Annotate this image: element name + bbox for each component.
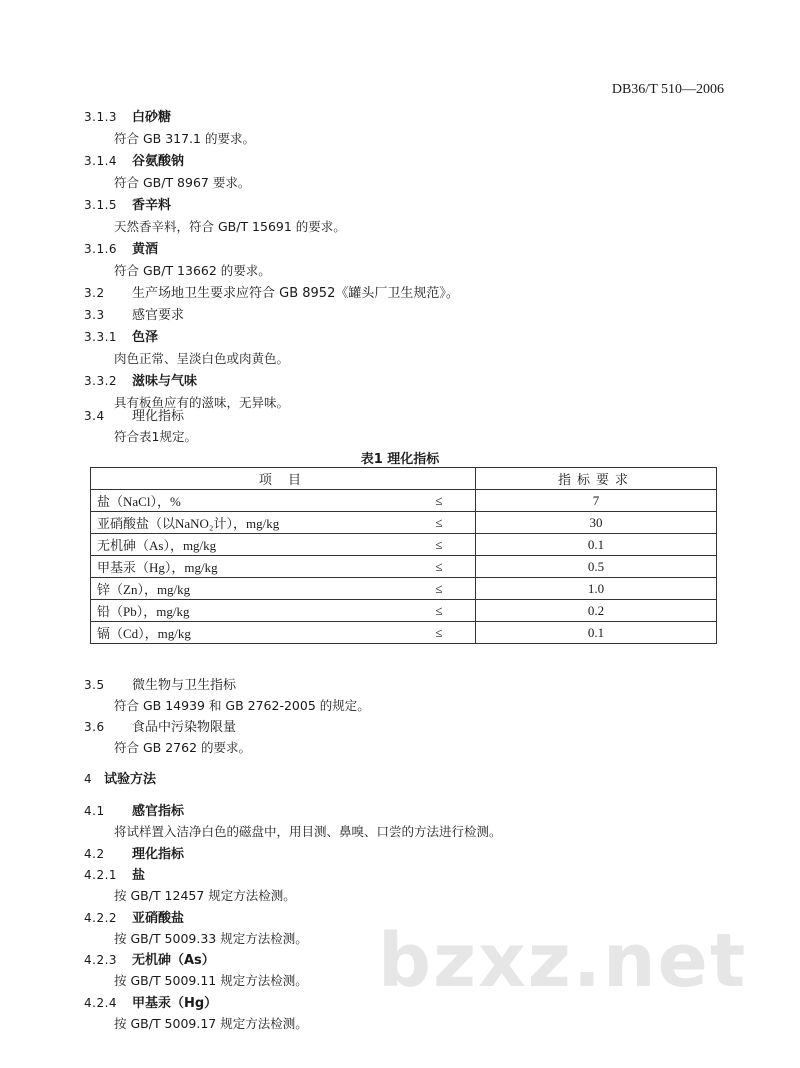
section-title: 盐 — [132, 868, 146, 883]
section-number: 4.2.2 — [84, 911, 118, 925]
section-number: 4.2.3 — [84, 953, 118, 967]
section-text: 符合 GB 14939 和 GB 2762-2005 的规定。 — [114, 698, 370, 713]
section-number: 4.2 — [84, 847, 105, 861]
table-row — [91, 534, 717, 556]
row-item: 铅（Pb），mg/kg — [91, 600, 404, 622]
header-item: 项 目 — [91, 468, 476, 490]
table-row — [91, 578, 717, 600]
table-row — [91, 490, 717, 512]
section-heading — [84, 196, 171, 215]
section-title: 食品中污染物限量 — [132, 720, 237, 735]
row-value: 0.2 — [476, 600, 717, 622]
row-item: 锌（Zn），mg/kg — [91, 578, 404, 600]
section-heading — [84, 328, 158, 347]
section-number: 3.1.6 — [84, 242, 118, 256]
row-value: 30 — [476, 512, 717, 534]
table-row — [91, 512, 717, 534]
section-text: 按 GB/T 5009.17 规定方法检测。 — [114, 1016, 308, 1031]
section-number: 4.2.1 — [84, 868, 118, 882]
section-text: 将试样置入洁净白色的磁盘中，用目测、鼻嗅、口尝的方法进行检测。 — [114, 824, 502, 839]
section-heading — [84, 152, 184, 171]
section-number: 4.2.4 — [84, 996, 118, 1010]
section-title: 感官要求 — [132, 308, 185, 323]
section-heading — [84, 802, 184, 821]
row-item: 盐（NaCl），% — [91, 490, 404, 512]
section-title: 微生物与卫生指标 — [132, 678, 237, 693]
section-title: 理化指标 — [132, 409, 185, 424]
table-header-row — [91, 468, 717, 490]
section-title: 无机砷（As） — [132, 953, 215, 968]
section-heading — [84, 718, 236, 737]
row-value: 0.1 — [476, 622, 717, 644]
section-heading — [84, 306, 184, 325]
section-number: 3.1.3 — [84, 110, 118, 124]
section-number: 3.4 — [84, 409, 105, 423]
requirements-table — [90, 467, 717, 644]
section-text: 按 GB/T 5009.33 规定方法检测。 — [114, 931, 308, 946]
row-value: 0.1 — [476, 534, 717, 556]
section-title: 甲基汞（Hg） — [132, 996, 218, 1011]
section-heading — [84, 866, 145, 885]
chapter-heading — [84, 770, 156, 789]
row-operator: ≤ — [403, 534, 476, 556]
row-value: 7 — [476, 490, 717, 512]
row-operator: ≤ — [403, 622, 476, 644]
section-heading — [84, 994, 217, 1013]
section-number: 3.3.2 — [84, 374, 118, 388]
section-heading — [84, 407, 184, 426]
section-title: 黄酒 — [132, 242, 159, 257]
section-text: 符合 GB 2762 的要求。 — [114, 740, 251, 755]
section-number: 3.3 — [84, 308, 105, 322]
section-text: 符合 GB 317.1 的要求。 — [114, 131, 255, 146]
table-row — [91, 600, 717, 622]
section-title: 亚硝酸盐 — [132, 911, 185, 926]
section-text: 符合 GB/T 13662 的要求。 — [114, 263, 271, 278]
section-heading — [84, 845, 184, 864]
section-number: 3.5 — [84, 678, 105, 692]
section-number: 4.1 — [84, 804, 105, 818]
row-item: 无机砷（As），mg/kg — [91, 534, 404, 556]
section-heading — [84, 240, 158, 259]
section-text: 天然香辛料，符合 GB/T 15691 的要求。 — [114, 219, 346, 234]
row-item: 镉（Cd），mg/kg — [91, 622, 404, 644]
section-number: 3.2 — [84, 286, 105, 300]
row-item: 亚硝酸盐（以NaNO₂计），mg/kg — [91, 512, 404, 534]
document-id: DB36/T 510—2006 — [611, 82, 724, 97]
row-operator: ≤ — [403, 600, 476, 622]
section-heading — [84, 951, 215, 970]
section-title: 感官指标 — [132, 804, 185, 819]
section-heading — [84, 284, 459, 303]
row-operator: ≤ — [403, 556, 476, 578]
chapter-number: 4 — [84, 772, 93, 786]
section-title: 滋味与气味 — [132, 374, 198, 389]
row-operator: ≤ — [403, 578, 476, 600]
section-text: 符合 GB/T 8967 要求。 — [114, 175, 251, 190]
section-text: 符合表1规定。 — [114, 429, 197, 444]
watermark: bzxz.net — [378, 918, 748, 1004]
row-operator: ≤ — [403, 490, 476, 512]
section-title: 理化指标 — [132, 847, 185, 862]
row-item: 甲基汞（Hg），mg/kg — [91, 556, 404, 578]
section-heading — [84, 108, 171, 127]
row-value: 1.0 — [476, 578, 717, 600]
section-text: 肉色正常、呈淡白色或肉黄色。 — [114, 351, 290, 366]
section-heading — [84, 909, 184, 928]
section-title: 色泽 — [132, 330, 159, 345]
section-text: 具有板鱼应有的滋味，无异味。 — [114, 395, 290, 410]
section-heading — [84, 676, 236, 695]
section-number: 3.3.1 — [84, 330, 118, 344]
section-title: 白砂糖 — [132, 110, 172, 125]
section-text: 按 GB/T 12457 规定方法检测。 — [114, 888, 296, 903]
row-operator: ≤ — [403, 512, 476, 534]
table-caption: 表1 理化指标 — [360, 452, 440, 467]
section-text: 按 GB/T 5009.11 规定方法检测。 — [114, 973, 308, 988]
table-row — [91, 556, 717, 578]
section-title: 生产场地卫生要求应符合 GB 8952《罐头厂卫生规范》。 — [132, 286, 459, 301]
section-number: 3.1.4 — [84, 154, 118, 168]
row-value: 0.5 — [476, 556, 717, 578]
header-requirement: 指标要求 — [476, 468, 717, 490]
section-heading — [84, 372, 197, 391]
table-row — [91, 622, 717, 644]
section-title: 香辛料 — [132, 198, 172, 213]
section-number: 3.1.5 — [84, 198, 118, 212]
section-number: 3.6 — [84, 720, 105, 734]
section-title: 谷氨酸钠 — [132, 154, 185, 169]
chapter-title: 试验方法 — [104, 772, 157, 787]
